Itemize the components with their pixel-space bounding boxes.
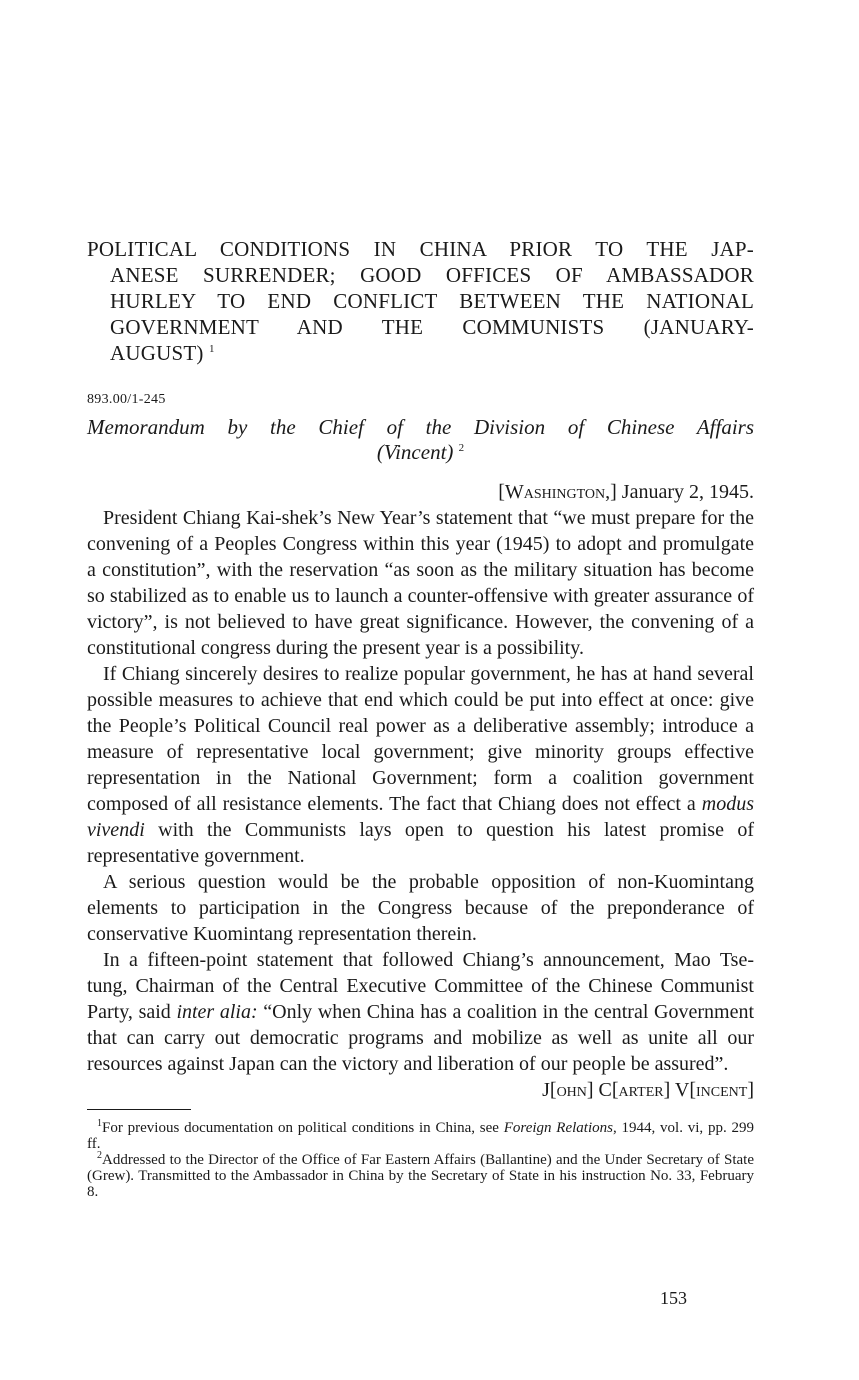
footnote-text: Addressed to the Director of the Office of Far Eastern Affairs (Ballantine) and the Under Secretary of State (Grew). Transmitted to the Ambassador in China by the Secretary of State in his instruction No. 33, February 8. (87, 1152, 754, 1200)
heading-line (87, 440, 754, 465)
footnote-number: 1 (97, 1118, 102, 1129)
heading-author: (Vincent) (376, 440, 454, 464)
paragraph-italic-text: inter alia: (176, 1001, 258, 1023)
footnote-number: 2 (97, 1150, 102, 1161)
document-heading (87, 415, 754, 465)
chapter-title (87, 236, 754, 366)
footnote-divider (87, 1109, 191, 1110)
memorandum-body (87, 505, 754, 1077)
title-line: HURLEY TO END CONFLICT BETWEEN THE NATIONAL (110, 289, 754, 313)
signature: J[ohn] C[arter] V[incent] (542, 1079, 754, 1101)
footnote (87, 1152, 754, 1200)
title-line: POLITICAL CONDITIONS IN CHINA PRIOR TO THE JAP- (87, 237, 754, 261)
title-line: ANESE SURRENDER; GOOD OFFICES OF AMBASSADOR (110, 263, 754, 287)
dateline-date: January 2, 1945. (621, 481, 754, 503)
title-line-text: AUGUST) (110, 341, 204, 365)
page-number: 153 (660, 1288, 687, 1308)
title-line: GOVERNMENT AND THE COMMUNISTS (JANUARY- (110, 315, 754, 339)
footnote-text: For previous documentation on political conditions in China, see (102, 1120, 504, 1136)
paragraph-text: In a fifteen-point statement that followed Chiang’s announcement, Mao Tse-tung, Chairman of the Central Executive Committee of the Chinese Communist Party, said (87, 949, 754, 1023)
paragraph-italic-text: modus vivendi (87, 793, 754, 841)
dateline-place: [Washington,] (498, 481, 617, 503)
heading-line: Memorandum by the Chief of the Division of Chinese Affairs (87, 415, 754, 439)
footnote-reference: 1 (209, 343, 215, 355)
paragraph: A serious question would be the probable opposition of non-Kuomintang elements to participation in the Congress because of the preponderance of conservative Kuomintang representation therein. (87, 871, 754, 945)
footnote (87, 1120, 754, 1152)
dateline (87, 479, 754, 505)
paragraph-text: “Only when China has a coalition in the central Government that can carry out democratic programs and mobilize as well as unite all our resources against Japan can the victory and liberation of our people be assured”. (87, 1001, 754, 1075)
paragraph (87, 947, 754, 1077)
paragraph-text: If Chiang sincerely desires to realize popular government, he has at hand several possible measures to achieve that end which could be put into effect at once: give the People’s Political Council real power as a deliberative assembly; introduce a measure of representative local government; give minority groups effective representation in the National Government; form a coalition government composed of all resistance elements. The fact that Chiang does not effect a (87, 663, 754, 815)
paragraph (87, 661, 754, 869)
footnote-italic-text: Foreign Relations (503, 1120, 613, 1136)
footnote-reference: 2 (458, 442, 465, 454)
paragraph: President Chiang Kai-shek’s New Year’s statement that “we must prepare for the convening of a Peoples Congress within this year (1945) to adopt and promulgate a constitution”, with the reservation “as soon as the military situation has become so stabilized as to enable us to launch a counter-offensive with greater assurance of victory”, is not believed to have great significance. However, the convening of a constitutional congress during the present year is a possibility. (87, 507, 754, 659)
file-number: 893.00/1-245 (87, 392, 166, 407)
footnotes (87, 1120, 754, 1200)
document-page (87, 236, 754, 1200)
footnote-text: , 1944, vol. vi, pp. 299 ff. (87, 1120, 754, 1152)
title-line (87, 340, 754, 366)
paragraph-text: with the Communists lays open to question his latest promise of representative government. (87, 819, 754, 867)
